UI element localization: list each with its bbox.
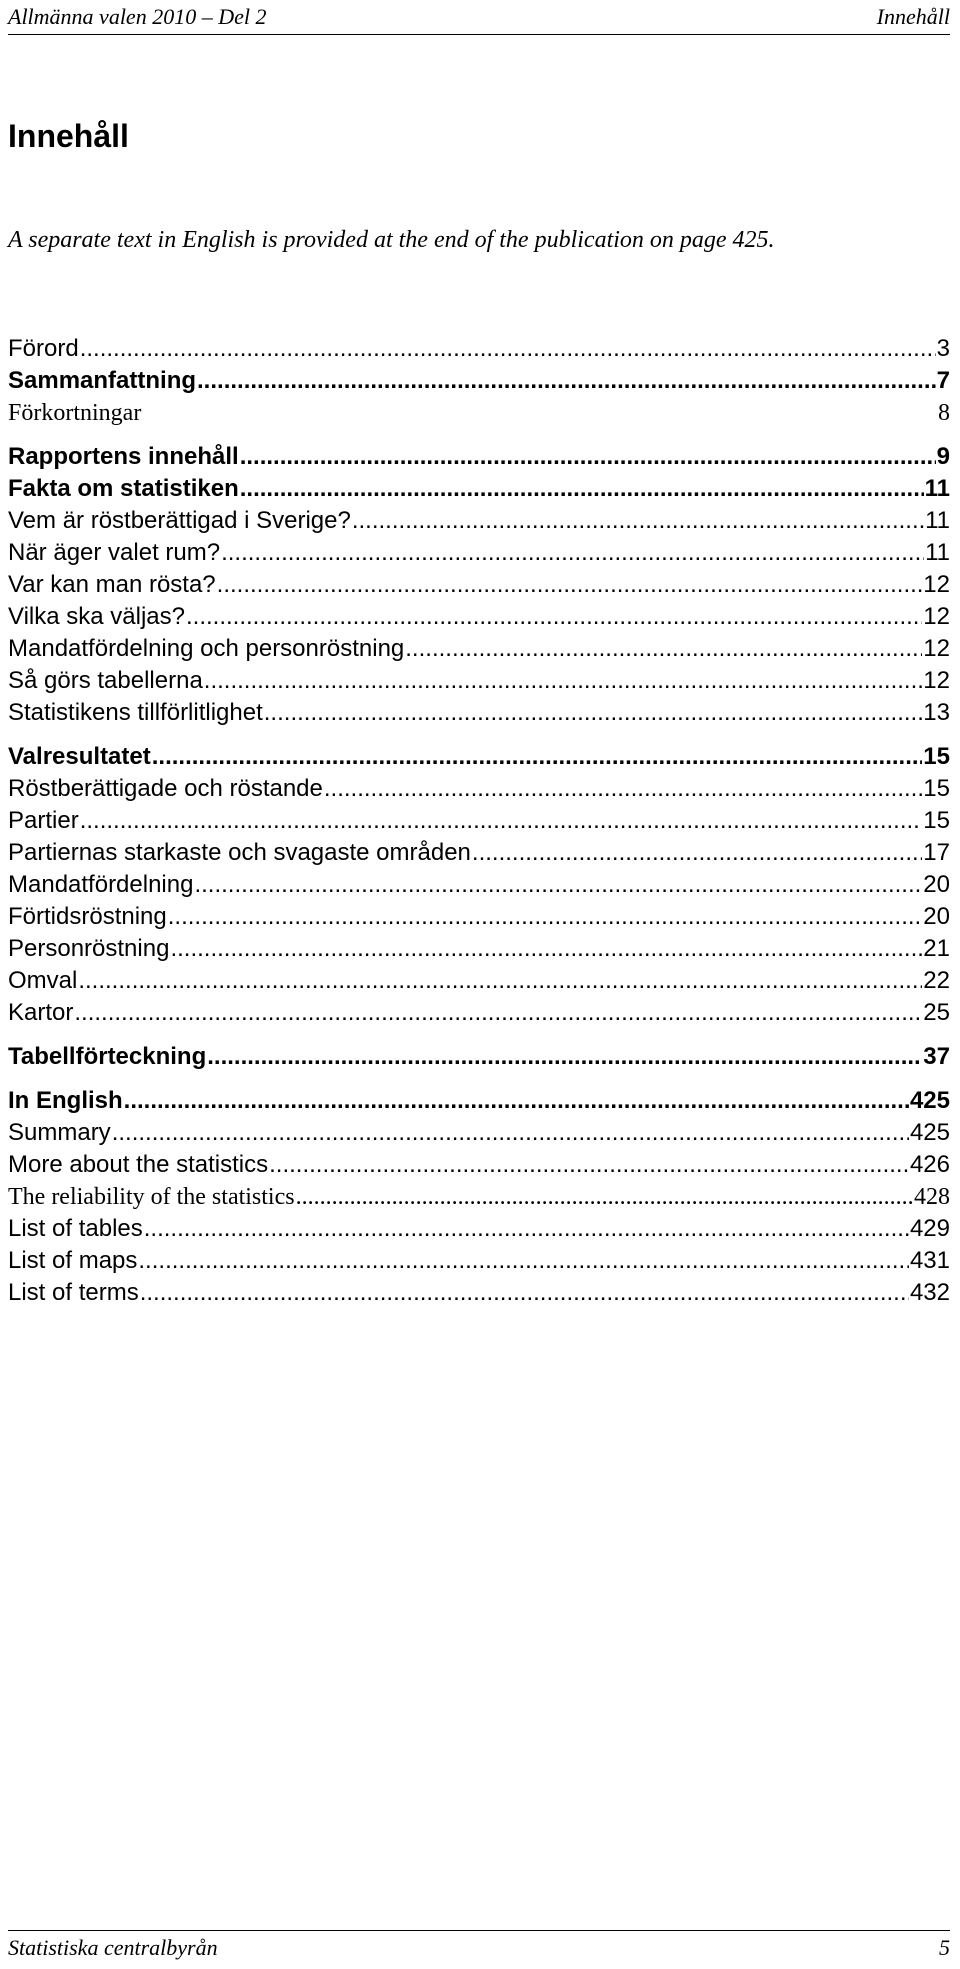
toc-entry-label[interactable]: Mandatfördelning (8, 871, 194, 898)
toc-dot-leader (296, 1181, 913, 1213)
toc-dot-leader (78, 965, 922, 997)
toc-entry-page[interactable]: 37 (923, 1043, 950, 1070)
toc-dot-leader (74, 997, 922, 1029)
toc-dot-leader (112, 1117, 909, 1149)
running-header (8, 0, 950, 35)
toc-entry[interactable] (8, 1149, 950, 1181)
toc-entry[interactable] (8, 1245, 950, 1277)
toc-dot-leader (264, 697, 923, 729)
toc-entry[interactable] (8, 473, 950, 505)
toc-entry-page[interactable]: 428 (914, 1184, 950, 1210)
toc-entry-page[interactable]: 425 (909, 1087, 950, 1114)
toc-entry-label[interactable]: Vilka ska väljas? (8, 603, 185, 630)
toc-entry-page[interactable]: 13 (923, 699, 950, 726)
page-title: Innehåll (8, 118, 129, 154)
header-publication-title: Allmänna valen 2010 – Del 2 (8, 4, 267, 29)
toc-entry[interactable] (8, 537, 950, 569)
toc-entry-page[interactable]: 9 (936, 443, 950, 470)
header-section-title: Innehåll (876, 4, 950, 29)
toc-entry[interactable] (8, 601, 950, 633)
toc-entry-label[interactable]: Valresultatet (8, 743, 151, 770)
toc-dot-leader (240, 473, 924, 505)
toc-dot-leader (170, 933, 922, 965)
english-note: A separate text in English is provided at the end of the publication on page 425. (8, 227, 775, 253)
toc-entry-page[interactable]: 11 (924, 475, 950, 502)
toc-entry[interactable] (8, 1117, 950, 1149)
toc-entry-page[interactable]: 11 (925, 539, 950, 566)
toc-entry-page[interactable]: 21 (923, 935, 950, 962)
toc-entry[interactable] (8, 933, 950, 965)
toc-entry-page[interactable]: 22 (923, 967, 950, 994)
toc-entry-label[interactable]: Var kan man rösta? (8, 571, 216, 598)
toc-dot-leader (324, 773, 922, 805)
toc-dot-leader (152, 741, 923, 773)
toc-entry-label[interactable]: List of maps (8, 1247, 138, 1274)
toc-entry-label[interactable]: Röstberättigade och röstande (8, 775, 323, 802)
toc-entry-label[interactable]: När äger valet rum? (8, 539, 221, 566)
toc-entry-label[interactable]: Förtidsröstning (8, 903, 167, 930)
toc-dot-leader (140, 1277, 909, 1309)
toc-entry[interactable] (8, 569, 950, 601)
toc-entry-page[interactable]: 3 (936, 335, 950, 362)
toc-entry-page[interactable]: 12 (923, 603, 950, 630)
toc-entry[interactable] (8, 441, 950, 473)
toc-entry-label[interactable]: The reliability of the statistics (8, 1184, 295, 1210)
toc-entry[interactable] (8, 1277, 950, 1309)
toc-entry-page[interactable]: 25 (923, 999, 950, 1026)
toc-entry[interactable] (8, 837, 950, 869)
toc-dot-leader (217, 569, 923, 601)
toc-entry-page[interactable]: 20 (923, 871, 950, 898)
toc-entry[interactable] (8, 697, 950, 729)
running-footer (8, 1930, 950, 1965)
toc-entry[interactable] (8, 1041, 950, 1073)
toc-entry[interactable] (8, 665, 950, 697)
toc-entry-page[interactable]: 17 (923, 839, 950, 866)
toc-dot-leader (194, 869, 922, 901)
toc-dot-leader (168, 901, 923, 933)
toc-entry[interactable] (8, 869, 950, 901)
toc-entry-label[interactable]: Så görs tabellerna (8, 667, 203, 694)
toc-entry-page[interactable]: 15 (923, 743, 950, 770)
toc-entry[interactable] (8, 901, 950, 933)
toc-entry-label[interactable]: Mandatfördelning och personröstning (8, 635, 405, 662)
toc-entry-page[interactable]: 15 (923, 775, 950, 802)
toc-entry[interactable] (8, 773, 950, 805)
toc-entry[interactable] (8, 741, 950, 773)
toc-dot-leader (197, 365, 936, 397)
toc-dot-leader (221, 537, 924, 569)
page-number: 5 (939, 1935, 950, 1960)
toc-entry[interactable] (8, 1181, 950, 1213)
toc-dot-leader (269, 1149, 909, 1181)
toc-entry-page[interactable]: 20 (923, 903, 950, 930)
toc-entry[interactable] (8, 365, 950, 397)
toc-dot-leader (472, 837, 922, 869)
toc-dot-leader (207, 1041, 922, 1073)
toc-entry-label[interactable]: Tabellförteckning (8, 1043, 207, 1070)
toc-entry-page[interactable]: 426 (909, 1151, 950, 1178)
toc-entry-label[interactable]: Fakta om statistiken (8, 475, 239, 502)
toc-entry-label[interactable]: Förord (8, 335, 79, 362)
toc-entry-page[interactable]: 431 (909, 1247, 950, 1274)
toc-entry[interactable] (8, 1213, 950, 1245)
toc-entry-label[interactable]: Summary (8, 1119, 111, 1146)
toc-entry-label[interactable]: Rapportens innehåll (8, 443, 239, 470)
toc-entry-label[interactable]: Vem är röstberättigad i Sverige? (8, 507, 351, 534)
toc-entry-page[interactable]: 12 (923, 571, 950, 598)
table-of-contents (8, 333, 950, 1309)
toc-dot-leader (124, 1085, 909, 1117)
toc-dot-leader (138, 1245, 909, 1277)
toc-dot-leader (405, 633, 922, 665)
toc-entry[interactable] (8, 965, 950, 997)
toc-entry-page[interactable]: 429 (909, 1215, 950, 1242)
toc-entry-label[interactable]: List of terms (8, 1279, 139, 1306)
toc-entry-label[interactable]: More about the statistics (8, 1151, 269, 1178)
toc-dot-leader (144, 1213, 909, 1245)
toc-entry-page[interactable]: 11 (925, 507, 950, 534)
toc-entry[interactable] (8, 805, 950, 837)
toc-entry-page[interactable]: 8 (938, 400, 950, 426)
toc-dot-leader (186, 601, 922, 633)
toc-entry-label[interactable]: Partier (8, 807, 79, 834)
toc-entry-label[interactable]: Sammanfattning (8, 367, 197, 394)
toc-entry-label[interactable]: Förkortningar (8, 400, 142, 426)
toc-entry[interactable] (8, 1085, 950, 1117)
toc-entry-label[interactable]: Personröstning (8, 935, 170, 962)
toc-entry-label[interactable]: Kartor (8, 999, 74, 1026)
toc-entry-page[interactable]: 425 (909, 1119, 950, 1146)
toc-entry[interactable] (8, 333, 950, 365)
toc-entry-page[interactable]: 7 (936, 367, 950, 394)
toc-entry[interactable] (8, 633, 950, 665)
toc-entry-label[interactable]: Omval (8, 967, 78, 994)
toc-dot-leader (80, 333, 936, 365)
toc-dot-leader (240, 441, 936, 473)
toc-entry-label[interactable]: Statistikens tillförlitlighet (8, 699, 263, 726)
toc-dot-leader (352, 505, 924, 537)
toc-entry-page[interactable]: 15 (923, 807, 950, 834)
toc-entry-label[interactable]: In English (8, 1087, 123, 1114)
toc-entry-label[interactable]: Partiernas starkaste och svagaste områden (8, 839, 471, 866)
toc-entry[interactable] (8, 997, 950, 1029)
toc-entry-page[interactable]: 12 (923, 635, 950, 662)
toc-entry[interactable] (8, 397, 950, 429)
toc-dot-leader (80, 805, 923, 837)
toc-entry-page[interactable]: 12 (923, 667, 950, 694)
toc-entry[interactable] (8, 505, 950, 537)
toc-entry-label[interactable]: List of tables (8, 1215, 143, 1242)
footer-publisher: Statistiska centralbyrån (8, 1935, 218, 1960)
toc-dot-leader (204, 665, 923, 697)
toc-entry-page[interactable]: 432 (909, 1279, 950, 1306)
